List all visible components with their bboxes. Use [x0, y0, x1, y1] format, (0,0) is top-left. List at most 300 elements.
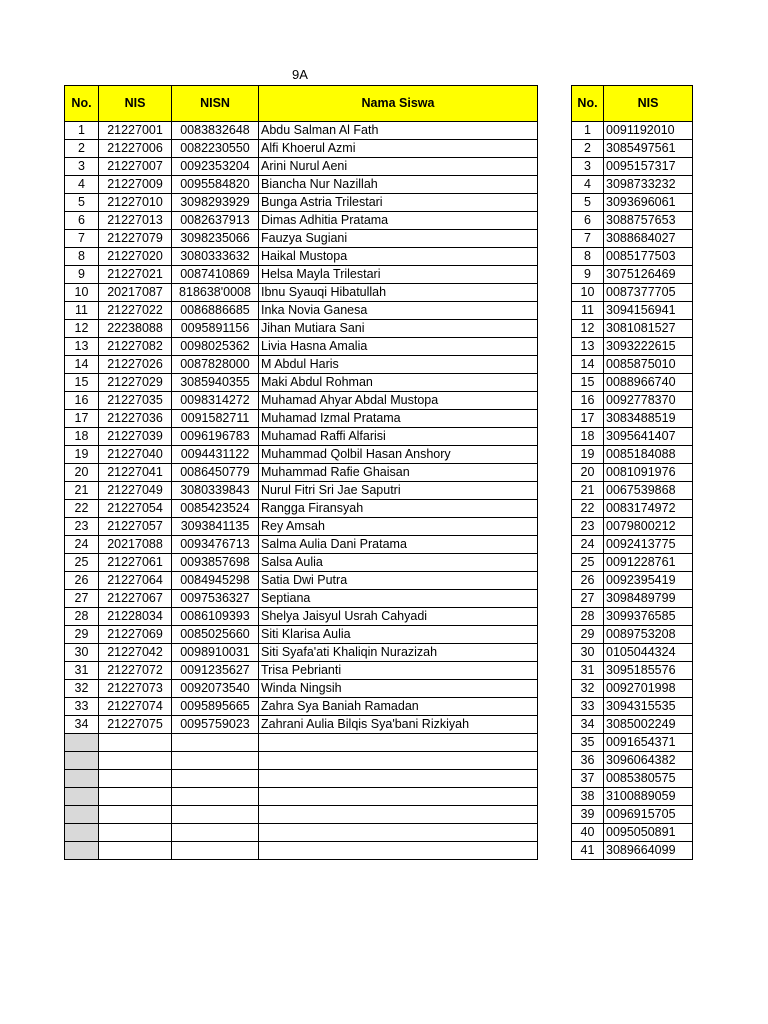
empty-cell — [99, 770, 172, 788]
side-cell-no: 2 — [572, 140, 604, 158]
cell-nisn: 3098235066 — [172, 230, 259, 248]
side-cell-nis: 3089664099 — [604, 842, 693, 860]
cell-nama: Livia Hasna Amalia — [259, 338, 538, 356]
side-cell-no: 25 — [572, 554, 604, 572]
cell-nama: Haikal Mustopa — [259, 248, 538, 266]
cell-nama: Muhammad Qolbil Hasan Anshory — [259, 446, 538, 464]
side-cell-no: 29 — [572, 626, 604, 644]
empty-row — [65, 824, 538, 842]
cell-nama: Ibnu Syauqi Hibatullah — [259, 284, 538, 302]
side-cell-nis: 0085875010 — [604, 356, 693, 374]
side-header-nis: NIS — [604, 86, 693, 122]
empty-cell — [259, 770, 538, 788]
empty-cell — [172, 770, 259, 788]
side-cell-no: 16 — [572, 392, 604, 410]
side-cell-no: 36 — [572, 752, 604, 770]
cell-nama: Trisa Pebrianti — [259, 662, 538, 680]
cell-nis: 21227035 — [99, 392, 172, 410]
empty-cell — [172, 842, 259, 860]
table-row — [65, 194, 538, 212]
side-cell-no: 35 — [572, 734, 604, 752]
cell-nama: Nurul Fitri Sri Jae Saputri — [259, 482, 538, 500]
table-row — [65, 230, 538, 248]
cell-nisn: 3098293929 — [172, 194, 259, 212]
cell-nama: Arini Nurul Aeni — [259, 158, 538, 176]
empty-row — [65, 806, 538, 824]
cell-nisn: 0095891156 — [172, 320, 259, 338]
cell-nama: Salma Aulia Dani Pratama — [259, 536, 538, 554]
side-cell-nis: 3096064382 — [604, 752, 693, 770]
student-table-header — [65, 86, 538, 122]
table-row — [65, 572, 538, 590]
side-cell-nis: 0105044324 — [604, 644, 693, 662]
table-row — [572, 122, 693, 140]
table-row — [65, 248, 538, 266]
table-row — [572, 248, 693, 266]
table-row — [572, 518, 693, 536]
cell-nis: 21227074 — [99, 698, 172, 716]
side-cell-no: 28 — [572, 608, 604, 626]
table-row — [65, 698, 538, 716]
cell-no: 5 — [65, 194, 99, 212]
side-cell-nis: 0085177503 — [604, 248, 693, 266]
side-cell-no: 15 — [572, 374, 604, 392]
cell-nis: 21227041 — [99, 464, 172, 482]
table-row — [65, 626, 538, 644]
table-row — [572, 446, 693, 464]
cell-nisn: 0084945298 — [172, 572, 259, 590]
table-row — [65, 320, 538, 338]
cell-nama: Jihan Mutiara Sani — [259, 320, 538, 338]
table-row — [572, 428, 693, 446]
cell-no: 13 — [65, 338, 99, 356]
cell-nis: 21227061 — [99, 554, 172, 572]
side-cell-no: 18 — [572, 428, 604, 446]
cell-nama: Rangga Firansyah — [259, 500, 538, 518]
side-cell-nis: 3095185576 — [604, 662, 693, 680]
table-row — [572, 320, 693, 338]
table-row — [572, 176, 693, 194]
cell-nama: Biancha Nur Nazillah — [259, 176, 538, 194]
cell-nis: 21227040 — [99, 446, 172, 464]
cell-no: 28 — [65, 608, 99, 626]
cell-no: 11 — [65, 302, 99, 320]
cell-nis: 21227001 — [99, 122, 172, 140]
cell-no: 22 — [65, 500, 99, 518]
cell-nisn: 818638'0008 — [172, 284, 259, 302]
table-row — [65, 428, 538, 446]
side-cell-nis: 0081091976 — [604, 464, 693, 482]
cell-nama: Siti Syafa'ati Khaliqin Nurazizah — [259, 644, 538, 662]
side-cell-nis: 3095641407 — [604, 428, 693, 446]
cell-nis: 21227042 — [99, 644, 172, 662]
side-cell-no: 30 — [572, 644, 604, 662]
cell-nis: 22238088 — [99, 320, 172, 338]
cell-nisn: 0086109393 — [172, 608, 259, 626]
table-row — [65, 500, 538, 518]
header-nis: NIS — [99, 86, 172, 122]
empty-cell — [65, 770, 99, 788]
table-row — [572, 842, 693, 860]
cell-nama: Muhamad Raffi Alfarisi — [259, 428, 538, 446]
cell-nis: 21227020 — [99, 248, 172, 266]
table-row — [65, 122, 538, 140]
side-cell-no: 7 — [572, 230, 604, 248]
table-row — [572, 338, 693, 356]
side-cell-no: 12 — [572, 320, 604, 338]
empty-cell — [172, 734, 259, 752]
table-row — [572, 536, 693, 554]
side-cell-no: 23 — [572, 518, 604, 536]
table-row — [65, 536, 538, 554]
side-cell-no: 21 — [572, 482, 604, 500]
side-cell-no: 33 — [572, 698, 604, 716]
empty-cell — [259, 752, 538, 770]
table-row — [572, 482, 693, 500]
empty-cell — [172, 824, 259, 842]
empty-row — [65, 752, 538, 770]
cell-no: 34 — [65, 716, 99, 734]
cell-nis: 21227075 — [99, 716, 172, 734]
table-row — [65, 662, 538, 680]
header-nama-siswa: Nama Siswa — [259, 86, 538, 122]
side-cell-no: 8 — [572, 248, 604, 266]
table-row — [572, 464, 693, 482]
side-cell-nis: 0092413775 — [604, 536, 693, 554]
table-row — [572, 662, 693, 680]
empty-cell — [65, 734, 99, 752]
empty-cell — [259, 806, 538, 824]
side-cell-nis: 0091654371 — [604, 734, 693, 752]
table-row — [572, 824, 693, 842]
empty-cell — [65, 806, 99, 824]
cell-no: 27 — [65, 590, 99, 608]
cell-no: 19 — [65, 446, 99, 464]
cell-nama: Septiana — [259, 590, 538, 608]
side-cell-nis: 0087377705 — [604, 284, 693, 302]
table-row — [65, 392, 538, 410]
cell-nama: Zahra Sya Baniah Ramadan — [259, 698, 538, 716]
side-cell-nis: 0095050891 — [604, 824, 693, 842]
side-cell-no: 4 — [572, 176, 604, 194]
cell-nama: Salsa Aulia — [259, 554, 538, 572]
cell-no: 25 — [65, 554, 99, 572]
cell-nama: M Abdul Haris — [259, 356, 538, 374]
cell-no: 15 — [65, 374, 99, 392]
cell-nisn: 0098025362 — [172, 338, 259, 356]
cell-no: 2 — [65, 140, 99, 158]
empty-cell — [65, 752, 99, 770]
table-row — [572, 734, 693, 752]
cell-nama: Muhammad Rafie Ghaisan — [259, 464, 538, 482]
side-cell-no: 38 — [572, 788, 604, 806]
cell-nis: 21227026 — [99, 356, 172, 374]
cell-no: 17 — [65, 410, 99, 428]
empty-cell — [172, 806, 259, 824]
side-cell-no: 31 — [572, 662, 604, 680]
table-row — [572, 698, 693, 716]
table-row — [65, 266, 538, 284]
side-cell-no: 9 — [572, 266, 604, 284]
side-cell-nis: 0083174972 — [604, 500, 693, 518]
side-cell-no: 13 — [572, 338, 604, 356]
side-cell-nis: 3094315535 — [604, 698, 693, 716]
side-cell-nis: 0085184088 — [604, 446, 693, 464]
cell-no: 3 — [65, 158, 99, 176]
cell-nis: 21227079 — [99, 230, 172, 248]
nis-table-header — [572, 86, 693, 122]
cell-no: 30 — [65, 644, 99, 662]
cell-nisn: 0095584820 — [172, 176, 259, 194]
cell-nisn: 0085025660 — [172, 626, 259, 644]
side-cell-no: 27 — [572, 590, 604, 608]
empty-row — [65, 770, 538, 788]
empty-cell — [259, 824, 538, 842]
cell-no: 10 — [65, 284, 99, 302]
side-cell-nis: 3085002249 — [604, 716, 693, 734]
cell-no: 31 — [65, 662, 99, 680]
table-row — [572, 212, 693, 230]
side-cell-nis: 0091192010 — [604, 122, 693, 140]
table-row — [572, 194, 693, 212]
empty-cell — [65, 824, 99, 842]
cell-nisn: 0098314272 — [172, 392, 259, 410]
empty-cell — [99, 734, 172, 752]
cell-nisn: 0095895665 — [172, 698, 259, 716]
cell-no: 21 — [65, 482, 99, 500]
empty-cell — [99, 752, 172, 770]
side-cell-nis: 0092701998 — [604, 680, 693, 698]
table-row — [65, 410, 538, 428]
empty-row — [65, 788, 538, 806]
cell-no: 32 — [65, 680, 99, 698]
side-cell-nis: 3093222615 — [604, 338, 693, 356]
cell-no: 9 — [65, 266, 99, 284]
side-cell-no: 24 — [572, 536, 604, 554]
side-cell-no: 10 — [572, 284, 604, 302]
cell-nisn: 0092073540 — [172, 680, 259, 698]
side-cell-nis: 3081081527 — [604, 320, 693, 338]
table-row — [572, 158, 693, 176]
cell-nisn: 3080333632 — [172, 248, 259, 266]
side-cell-nis: 0092778370 — [604, 392, 693, 410]
cell-nis: 21227007 — [99, 158, 172, 176]
cell-nisn: 0093476713 — [172, 536, 259, 554]
side-cell-no: 26 — [572, 572, 604, 590]
cell-nis: 21227036 — [99, 410, 172, 428]
cell-nama: Alfi Khoerul Azmi — [259, 140, 538, 158]
cell-nis: 20217087 — [99, 284, 172, 302]
side-cell-nis: 3098733232 — [604, 176, 693, 194]
cell-nis: 21227009 — [99, 176, 172, 194]
side-cell-nis: 3088684027 — [604, 230, 693, 248]
cell-nisn: 0095759023 — [172, 716, 259, 734]
table-row — [65, 212, 538, 230]
cell-nis: 21227021 — [99, 266, 172, 284]
cell-nama: Winda Ningsih — [259, 680, 538, 698]
cell-nisn: 3085940355 — [172, 374, 259, 392]
cell-nisn: 0096196783 — [172, 428, 259, 446]
side-cell-nis: 0088966740 — [604, 374, 693, 392]
cell-no: 1 — [65, 122, 99, 140]
cell-nis: 21227067 — [99, 590, 172, 608]
cell-nisn: 0087828000 — [172, 356, 259, 374]
cell-nama: Bunga Astria Trilestari — [259, 194, 538, 212]
cell-nisn: 0091235627 — [172, 662, 259, 680]
cell-no: 24 — [65, 536, 99, 554]
table-row — [572, 608, 693, 626]
cell-nisn: 0086886685 — [172, 302, 259, 320]
cell-nis: 21227022 — [99, 302, 172, 320]
cell-nisn: 0092353204 — [172, 158, 259, 176]
table-row — [65, 482, 538, 500]
side-cell-nis: 0091228761 — [604, 554, 693, 572]
cell-no: 16 — [65, 392, 99, 410]
side-cell-nis: 3099376585 — [604, 608, 693, 626]
side-cell-nis: 3085497561 — [604, 140, 693, 158]
cell-nis: 21227057 — [99, 518, 172, 536]
cell-nama: Dimas Adhitia Pratama — [259, 212, 538, 230]
cell-nis: 20217088 — [99, 536, 172, 554]
cell-no: 33 — [65, 698, 99, 716]
side-cell-nis: 0085380575 — [604, 770, 693, 788]
empty-row — [65, 842, 538, 860]
table-row — [572, 230, 693, 248]
table-row — [572, 500, 693, 518]
table-row — [65, 356, 538, 374]
cell-no: 8 — [65, 248, 99, 266]
table-row — [572, 644, 693, 662]
empty-cell — [99, 788, 172, 806]
table-row — [572, 752, 693, 770]
empty-cell — [172, 788, 259, 806]
side-cell-no: 3 — [572, 158, 604, 176]
cell-no: 14 — [65, 356, 99, 374]
cell-nisn: 0098910031 — [172, 644, 259, 662]
table-row — [572, 788, 693, 806]
table-row — [572, 572, 693, 590]
cell-nisn: 0083832648 — [172, 122, 259, 140]
side-cell-nis: 3088757653 — [604, 212, 693, 230]
table-row — [572, 302, 693, 320]
side-cell-no: 14 — [572, 356, 604, 374]
cell-nis: 21227054 — [99, 500, 172, 518]
table-row — [572, 770, 693, 788]
empty-cell — [259, 842, 538, 860]
table-row — [65, 608, 538, 626]
side-cell-no: 20 — [572, 464, 604, 482]
side-cell-nis: 0089753208 — [604, 626, 693, 644]
cell-no: 12 — [65, 320, 99, 338]
side-cell-no: 40 — [572, 824, 604, 842]
side-cell-no: 34 — [572, 716, 604, 734]
side-cell-no: 17 — [572, 410, 604, 428]
cell-nisn: 0082637913 — [172, 212, 259, 230]
side-cell-no: 11 — [572, 302, 604, 320]
cell-no: 23 — [65, 518, 99, 536]
cell-nama: Muhamad Izmal Pratama — [259, 410, 538, 428]
cell-nis: 21227006 — [99, 140, 172, 158]
empty-cell — [172, 752, 259, 770]
cell-nisn: 0082230550 — [172, 140, 259, 158]
class-title: 9A — [292, 67, 308, 82]
table-row — [65, 518, 538, 536]
cell-nisn: 0094431122 — [172, 446, 259, 464]
cell-nisn: 0085423524 — [172, 500, 259, 518]
side-cell-nis: 0095157317 — [604, 158, 693, 176]
cell-nama: Abdu Salman Al Fath — [259, 122, 538, 140]
cell-no: 4 — [65, 176, 99, 194]
empty-cell — [259, 734, 538, 752]
empty-cell — [99, 824, 172, 842]
cell-nisn: 0093857698 — [172, 554, 259, 572]
header-nisn: NISN — [172, 86, 259, 122]
table-row — [572, 374, 693, 392]
table-row — [65, 284, 538, 302]
table-row — [65, 446, 538, 464]
side-cell-no: 41 — [572, 842, 604, 860]
side-cell-nis: 3100889059 — [604, 788, 693, 806]
table-row — [572, 140, 693, 158]
table-row — [572, 716, 693, 734]
empty-cell — [99, 806, 172, 824]
cell-no: 7 — [65, 230, 99, 248]
cell-nama: Shelya Jaisyul Usrah Cahyadi — [259, 608, 538, 626]
student-table — [64, 85, 538, 860]
table-row — [572, 356, 693, 374]
cell-nisn: 0086450779 — [172, 464, 259, 482]
side-cell-nis: 3094156941 — [604, 302, 693, 320]
cell-no: 26 — [65, 572, 99, 590]
cell-nisn: 0091582711 — [172, 410, 259, 428]
side-cell-no: 32 — [572, 680, 604, 698]
table-row — [65, 302, 538, 320]
side-cell-nis: 0079800212 — [604, 518, 693, 536]
empty-cell — [65, 842, 99, 860]
table-row — [572, 284, 693, 302]
table-row — [572, 410, 693, 428]
cell-nis: 21227039 — [99, 428, 172, 446]
side-cell-no: 37 — [572, 770, 604, 788]
table-row — [65, 464, 538, 482]
side-cell-nis: 3083488519 — [604, 410, 693, 428]
table-row — [65, 554, 538, 572]
table-row — [65, 680, 538, 698]
side-cell-no: 39 — [572, 806, 604, 824]
table-row — [65, 338, 538, 356]
cell-nis: 21227064 — [99, 572, 172, 590]
side-header-no: No. — [572, 86, 604, 122]
table-row — [65, 140, 538, 158]
cell-nis: 21227073 — [99, 680, 172, 698]
cell-nis: 21227013 — [99, 212, 172, 230]
side-cell-no: 19 — [572, 446, 604, 464]
cell-nama: Inka Novia Ganesa — [259, 302, 538, 320]
table-row — [65, 644, 538, 662]
cell-no: 20 — [65, 464, 99, 482]
cell-nama: Siti Klarisa Aulia — [259, 626, 538, 644]
table-row — [65, 176, 538, 194]
table-row — [572, 392, 693, 410]
empty-row — [65, 734, 538, 752]
side-cell-no: 5 — [572, 194, 604, 212]
cell-nis: 21227029 — [99, 374, 172, 392]
empty-cell — [65, 788, 99, 806]
table-row — [572, 590, 693, 608]
side-cell-nis: 3093696061 — [604, 194, 693, 212]
cell-nis: 21228034 — [99, 608, 172, 626]
cell-nama: Helsa Mayla Trilestari — [259, 266, 538, 284]
